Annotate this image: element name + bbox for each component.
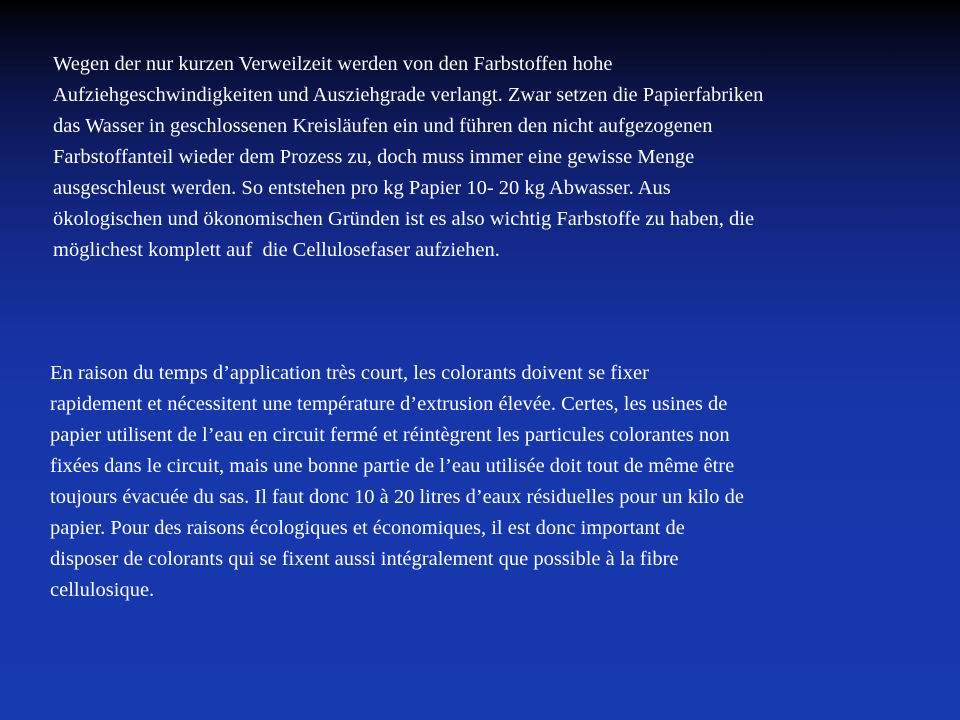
german-paragraph bbox=[53, 49, 948, 266]
french-line: toujours évacuée du sas. Il faut donc 10 à 20 litres d’eaux résiduelles pour un kilo de bbox=[50, 486, 744, 508]
french-line: rapidement et nécessitent une température d’extrusion élevée. Certes, les usines de bbox=[50, 393, 728, 415]
french-line: cellulosique. bbox=[50, 579, 155, 601]
german-line: ausgeschleust werden. So entstehen pro kg Papier 10- 20 kg Abwasser. Aus bbox=[53, 177, 671, 199]
german-line: das Wasser in geschlossenen Kreisläufen ein und führen den nicht aufgezogenen bbox=[53, 115, 713, 137]
german-line: Farbstoffanteil wieder dem Prozess zu, doch muss immer eine gewisse Menge bbox=[53, 146, 695, 168]
french-line: disposer de colorants qui se fixent aussi intégralement que possible à la fibre bbox=[50, 548, 679, 570]
french-line: fixées dans le circuit, mais une bonne partie de l’eau utilisée doit tout de même être bbox=[50, 455, 735, 477]
german-line: möglichest komplett auf die Cellulosefaser aufziehen. bbox=[53, 239, 500, 261]
french-paragraph bbox=[50, 358, 945, 606]
german-line: ökologischen und ökonomischen Gründen ist es also wichtig Farbstoffe zu haben, die bbox=[53, 208, 755, 230]
german-line: Aufziehgeschwindigkeiten und Ausziehgrade verlangt. Zwar setzen die Papierfabriken bbox=[53, 84, 764, 106]
french-line: papier utilisent de l’eau en circuit fermé et réintègrent les particules colorantes non bbox=[50, 424, 730, 446]
french-line: papier. Pour des raisons écologiques et économiques, il est donc important de bbox=[50, 517, 685, 539]
german-line: Wegen der nur kurzen Verweilzeit werden von den Farbstoffen hohe bbox=[53, 53, 613, 75]
french-line: En raison du temps d’application très court, les colorants doivent se fixer bbox=[50, 362, 649, 384]
